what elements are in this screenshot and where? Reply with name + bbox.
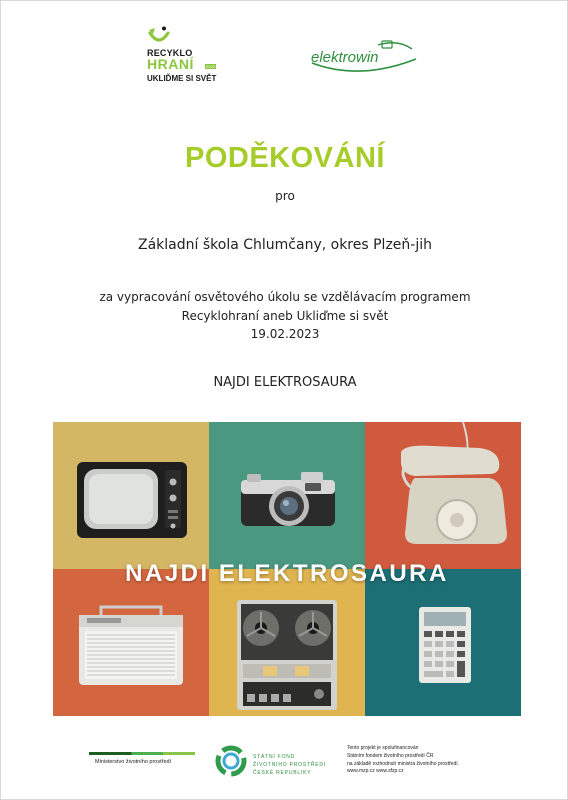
sfzp-line-2: ŽIVOTNÍHO PROSTŘEDÍ	[253, 762, 326, 768]
banner-title: NAJDI ELEKTROSAURA	[125, 560, 449, 587]
funding-websites[interactable]: www.mzp.cz www.sfzp.cz	[347, 768, 404, 775]
certificate-date: 19.02.2023	[250, 327, 320, 341]
sfzp-line-1: STÁTNÍ FOND	[253, 754, 296, 760]
elektrowin-logo	[308, 39, 420, 77]
funding-line-1: Tento projekt je spolufinancován	[347, 745, 419, 751]
for-label: pro	[275, 189, 295, 203]
description-line-1: za vypracování osvětového úkolu se vzdělávacím programem	[99, 290, 471, 304]
program-name: NAJDI ELEKTROSAURA	[213, 375, 357, 390]
sfzp-circle-icon	[215, 745, 247, 777]
certificate-title: PODĚKOVÁNÍ	[185, 142, 385, 174]
television-icon	[75, 460, 189, 542]
description-line-2: Recyklohraní aneb Ukliďme si svět	[181, 309, 389, 323]
recyklohrani-logo	[145, 23, 235, 87]
radio-icon	[77, 605, 185, 687]
funding-note	[347, 745, 459, 776]
ministry-logo-bar	[89, 752, 195, 755]
camera-icon	[239, 470, 337, 530]
logo-year-tag: 2023	[206, 64, 215, 69]
logo-line-hrani: HRANÍ	[147, 56, 194, 72]
tape-recorder-icon	[235, 598, 339, 714]
funding-line-3: na základě rozhodnutí ministra životního prostředí.	[347, 760, 460, 767]
ministry-logo	[89, 752, 199, 772]
telephone-icon	[371, 422, 515, 550]
sfzp-line-3: ČESKÉ REPUBLIKY	[253, 770, 312, 776]
funding-line-2: Státním fondem životního prostředí ČR	[347, 752, 434, 759]
logo-line-recyklo: RECYKLO	[147, 48, 193, 58]
recipient-name: Základní škola Chlumčany, okres Plzeň-jih	[138, 237, 432, 253]
recycle-smile-icon	[147, 25, 171, 47]
najdi-elektrosaura-banner	[53, 422, 521, 716]
elektrowin-text: elektrowin	[311, 49, 379, 66]
sfzp-name	[253, 753, 326, 777]
logo-line-uklidme: UKLIĎME SI SVĚT	[147, 74, 217, 83]
ministry-name: Ministerstvo životního prostředí	[95, 759, 172, 765]
calculator-icon	[417, 605, 473, 685]
